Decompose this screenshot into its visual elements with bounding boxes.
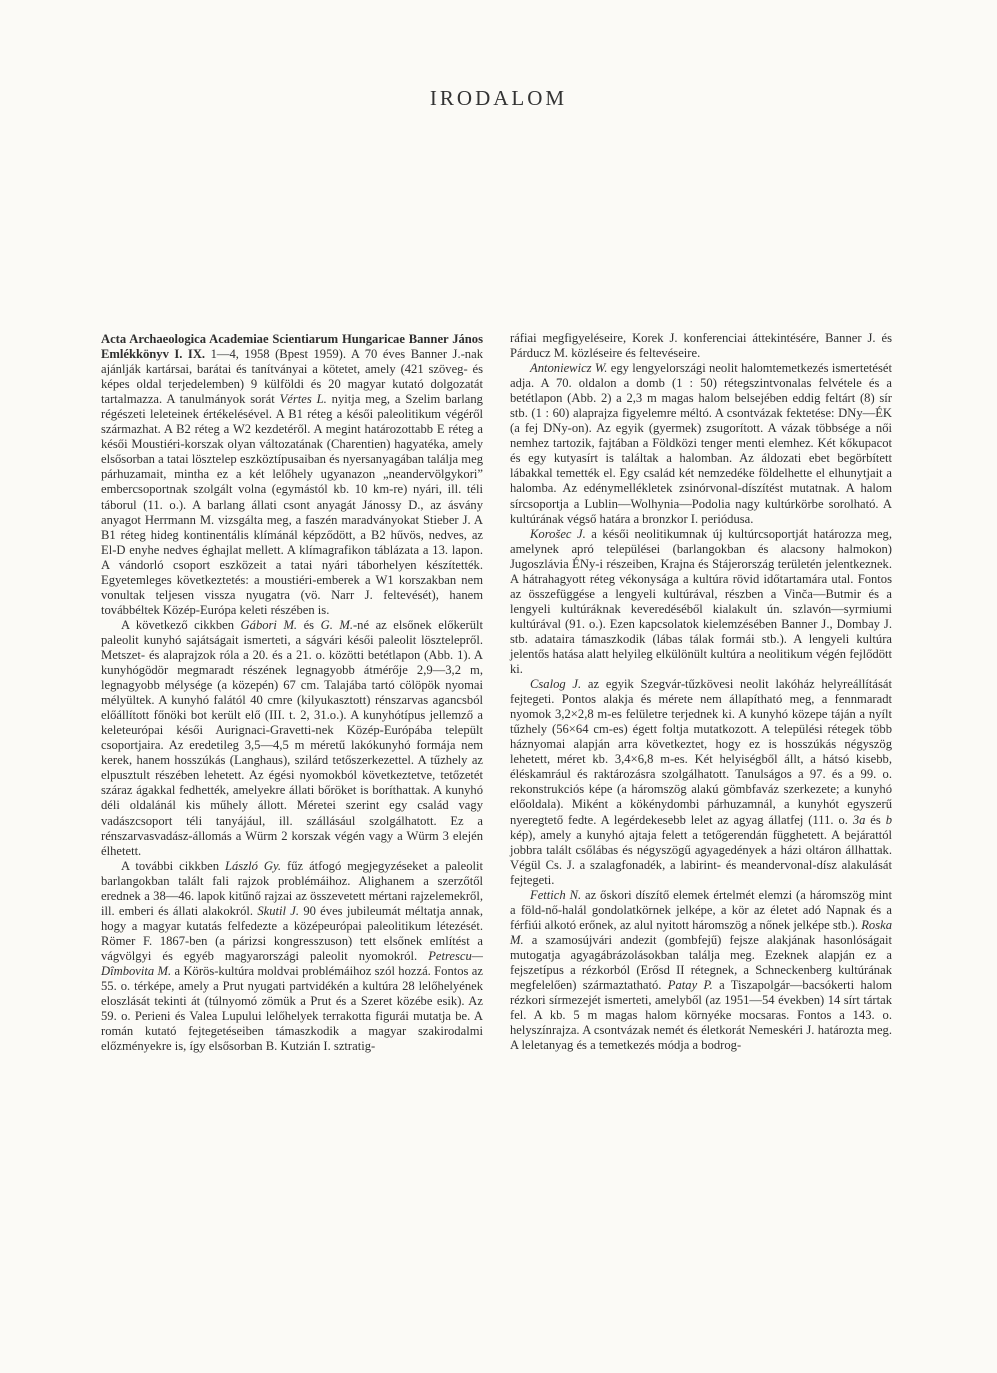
text-run: a Tiszapolgár—bacsókerti halom rézkori sírmezejét ismerteti, amelyből (az 1951—54 években) 14 sírt tártak fel. A kb. 5 m magas halom környéke mocsaras. Fontos a 143. o. helyszínrajza. A csontvázak nemét és életkorát Nemeskéri J. határozta meg. A leletanyag és a temetkezés módja a bodrog-: [510, 978, 892, 1053]
author-name: Roska M.: [510, 917, 892, 947]
text-run: -né az elsőnek előkerült paleolit kunyhó sajátságait ismerteti, a ságvári késői paleolit lösztelepről. Metszet- és alaprajzok róla a 20. és a 21. o. közötti betétlapon (Abb. 1). A kunyhógödör megmaradt részének legnagyobb átmérője 2,9—3,2 m, legnagyobb mélysége (a közepén) 67 cm. Talajába tartó cölöpök nyomai mélyültek. A kunyhó falától 40 cmre (kilyukasztott) rénszarvas agancsból előállított főnöki bot került elő (III. t. 2, 31.o.). A kunyhótípus jellemző a keleteurópai késői Aurignaci-Gravetti-nek Közép-Európába települt csoportjaira. Az eredetileg 3,5—4,5 m méretű lakókunyhó formája nem kerek, hanem hosszúkás (Langhaus), szilárd tetőszerkezettel. A tűzhely az elpusztult részében lehetett. Az égési nyomokból következtetve, tetőzetét száraz ágakkal fedhették, amelyekre állati bőröket is boríthattak. A kunyhó déli oldalánál kis műhely állott. Méretei szerint egy család vagy vadászcsoport téli tanyájául, ill. szállásául szolgálhatott. Ez a rénszarvasvadász-állomás a Würm 2 korszak végén vagy a Würm 3 elején élhetett.: [101, 617, 483, 858]
paragraph: [510, 677, 892, 888]
paragraph: ráfiai megfigyeléseire, Korek J. konferenciai áttekintésére, Banner J. és Párducz M. közléseire és feltevéseire.: [510, 331, 892, 361]
text-run: 90 éves jubileumát méltatja annak, hogy a magyar kutatás felfedezte a középeurópai paleolitikum létezését. Römer F. 1867-ben (a párizsi kongresszuson) tett elsőnek említést a vágvölgyi és egyéb magyarországi paleolit nyomokról.: [101, 903, 484, 963]
text-run: és: [297, 617, 321, 632]
author-name: Petrescu—Dîmbovita M.: [101, 948, 483, 978]
author-name: G. M.: [320, 617, 353, 632]
paragraph: [101, 618, 483, 859]
text-run: kép), amely a kunyhó ajtaja felett a tetőgerendán függhetett. A bejárattól jobbra talált csőlábas és négyszögű agyagedények a házi oltáron állhattak. Végül Cs. J. a szalagfonadék, a labirint- és meandervonal-dísz alakulását fejtegeti.: [510, 827, 892, 887]
author-name: Skutil J.: [257, 903, 300, 918]
right-column: [510, 331, 892, 1053]
text-run: fűz átfogó megjegyzéseket a paleolit barlangokban talált fali rajzok problémáihoz. Alighanem a szerzőtől erednek a 38—46. lapok kitűnő rajzai az összevetett mértani rajzelemekről, ill. emberi és állati alakokról.: [101, 858, 483, 918]
author-name: Patay P.: [667, 978, 713, 993]
text-run: A következő cikkben: [121, 617, 241, 632]
text-run: nyitja meg, a Szelim barlang régészeti leleteinek értékelésével. A B1 réteg a késői paleolitikum végéről származhat. A B2 réteg a W2 kezdetéről. A megint határozottabb E réteg a késői Moustiéri-korszak olyan változatának (Charentien) hagyatéka, amely elsősorban a tatai lösztelep eszköztípusaiban és nyersanyagában találja meg párhuzamait, mintha ez a két lelőhely ugyanazon „neandervölgykori” embercsoportnak szolgált volna (egymástól kb. 10 km-re) nyári, ill. téli táborul (11. o.). A barlang állati csont anyagát Jánossy D., az ásvány anyagot Herrmann M. vizsgálta meg, a faszén maradványokat Stieber J. A B1 réteg hideg kontinentális klímánál képződött, a B2 hűvös, nedves, az El-D enyhe nedves éghajlat mellett. A klímagrafikon táblázata a 13. lapon. A vándorló csoport eszközeit a tatai nyári táborhelyen készítették. Egyetemleges következtetés: a moustiéri-emberek a W1 korszakban nem vonultak teljesen vissza nyugatra (vö. Narr J. feltevését), hanem továbbéltek Közép-Európa keleti részében is.: [101, 392, 483, 617]
author-name: Korošec J.: [530, 526, 586, 541]
journal-title: Acta Archaeologica Academiae Scientiarum Hungaricae Banner János Emlékkönyv I. IX.: [101, 332, 483, 362]
paragraph: [510, 888, 892, 1054]
page-heading: IRODALOM: [429, 86, 568, 110]
paragraph: [510, 361, 892, 527]
text-run: 1—4, 1958 (Bpest 1959). A 70 éves Banner J.-nak ajánlják kartársai, barátai és tanítványai a kötetet, amely (421 szöveg- és képes oldal terjedelemben) 9 külföldi és 20 magyar kutató dolgozatát tartalmazza. A tanulmányok sorát: [101, 347, 483, 407]
paragraph: [510, 527, 892, 677]
author-name: László Gy.: [225, 858, 282, 873]
author-name: Gábori M.: [240, 617, 298, 632]
text-run: a Körös-kultúra moldvai problémáihoz szól hozzá. Fontos az 55. o. térképe, amely a Prut nyugati partvidékén a kultúra 28 lelőhelyének eloszlását tekinti át (túlnyomó zömük a Prut és a Szeret közébe esik). Az 59. o. Perieni és Valea Lupului lelőhelyek terrakotta figurái mutatja be. A román kutató fejtegetéseiben támaszkodik a magyar szakirodalmi előzményekre is, így elsősorban B. Kutzián I. sztratig-: [101, 963, 483, 1054]
paragraph: [101, 332, 483, 618]
figure-ref: 3a: [852, 812, 866, 827]
text-run: a késői neolitikumnak új kultúrcsoportját határozza meg, amelynek apró települései (barlangokban és alacsony halmokon) Jugoszlávia ÉNy-i részeiben, Krajna és Stájerország területén jelentkeznek. A hátrahagyott réteg vékonysága a kultúra rövid időtartamára utal. Fontos az összefüggése a lengyeli kultúrával, részben a Vinča—Butmir és a lengyeli kultúráknak keveredéséből kialakult ún. szlavón—syrmiumi kultúrával (91. o.). Ezen kapcsolatok kielemzésében Banner J., Dombay J. stb. adataira támaszkodik (lábas tálak formái stb.). A lengyeli kultúra jelentős hatása alatt helyileg elkülönült kultúra a neolitikum végén fejlődött ki.: [510, 526, 892, 677]
left-column: [101, 332, 483, 1054]
text-run: az őskori díszítő elemek értelmét elemzi (a háromszög mint a föld-nő-halál gondolatkörnek jelképe, a kör az életet adó Napnak és a férfiúi alkotó erőnek, az alul nyitott háromszög a nőnek jelképe stb.).: [510, 887, 892, 932]
paragraph: [101, 859, 483, 1055]
author-name: Fettich N.: [530, 887, 582, 902]
text-run: az egyik Szegvár-tűzkövesi neolit lakóház helyreállítását fejtegeti. Pontos alakja és mérete nem állapítható meg, a fennmaradt nyomok 3,2×2,8 m-es felületre terjednek ki. A kunyhó közepe táján a nyílt tűzhely (56×64 cm-es) égett foltja mutatkozott. A települési rétegek több háznyomai alapján arra következtet, hogy ez is hosszúkás négyszög lehetett, méret kb. 3,4×6,8 m-es. Két helyiségből állt, a hátsó kisebb, éléskamrául és raktározásra szolgálhatott. Tanulságos a 97. és a 99. o. rekonstrukciós képe (a háromszög alakú gömbfaváz szerkezete; a kunyhó előoldala). Miként a kökénydombi párhuzamnál, a kunyhót egyszerű nyeregtető fedte. A legérdekesebb lelet az agyag állatfej (111. o.: [510, 677, 892, 827]
author-name: Vértes L.: [279, 392, 327, 407]
text-run: egy lengyelországi neolit halomtemetkezés ismertetését adja. A 70. oldalon a domb (1 : 50) rétegszintvonalas felvétele és a betétlapon (Abb. 2) a 2,3 m magas halom belsejében eddig feltárt (8) sír stb. (1 : 60) alaprajza figyelemre méltó. A csontvázak fektetése: DNy—ÉK (a fej DNy-on). Az egyik (gyermek) zsugorított. A vázak többsége a női nemhez tartozik, fajtában a Földközi tenger menti elemhez. Két kőkupacot és egy kutyasírt is találtak a halomban. Az áldozati ebet begörbített lábakkal temették el. Egy család két nemzedéke földelhette el elhunytjait a halomba. Az edénymellékletek zsinórvonal-díszítést mutatnak. A halom sírcsoportja a Lublin—Wolhynia—Podolia nagy kultúrkörbe sorolható. A kultúrának végső határa a bronzkor I. periódusa.: [510, 361, 892, 526]
text-run: és: [865, 812, 886, 827]
author-name: Antoniewicz W.: [530, 361, 608, 376]
text-run: A további cikkben: [121, 858, 225, 873]
author-name: Csalog J.: [530, 677, 582, 692]
figure-ref: b: [885, 812, 892, 827]
text-run: a szamosújvári andezit (gombfejű) fejsze alakjának hasonlóságait mutogatja agyagábrázolásokban találja meg. Ezeknek alapján ez a fejszetípus a rézkorból (Erősd II rétegnek, a Schneckenberg kultúrának megfelelően) származtatható.: [510, 932, 892, 993]
